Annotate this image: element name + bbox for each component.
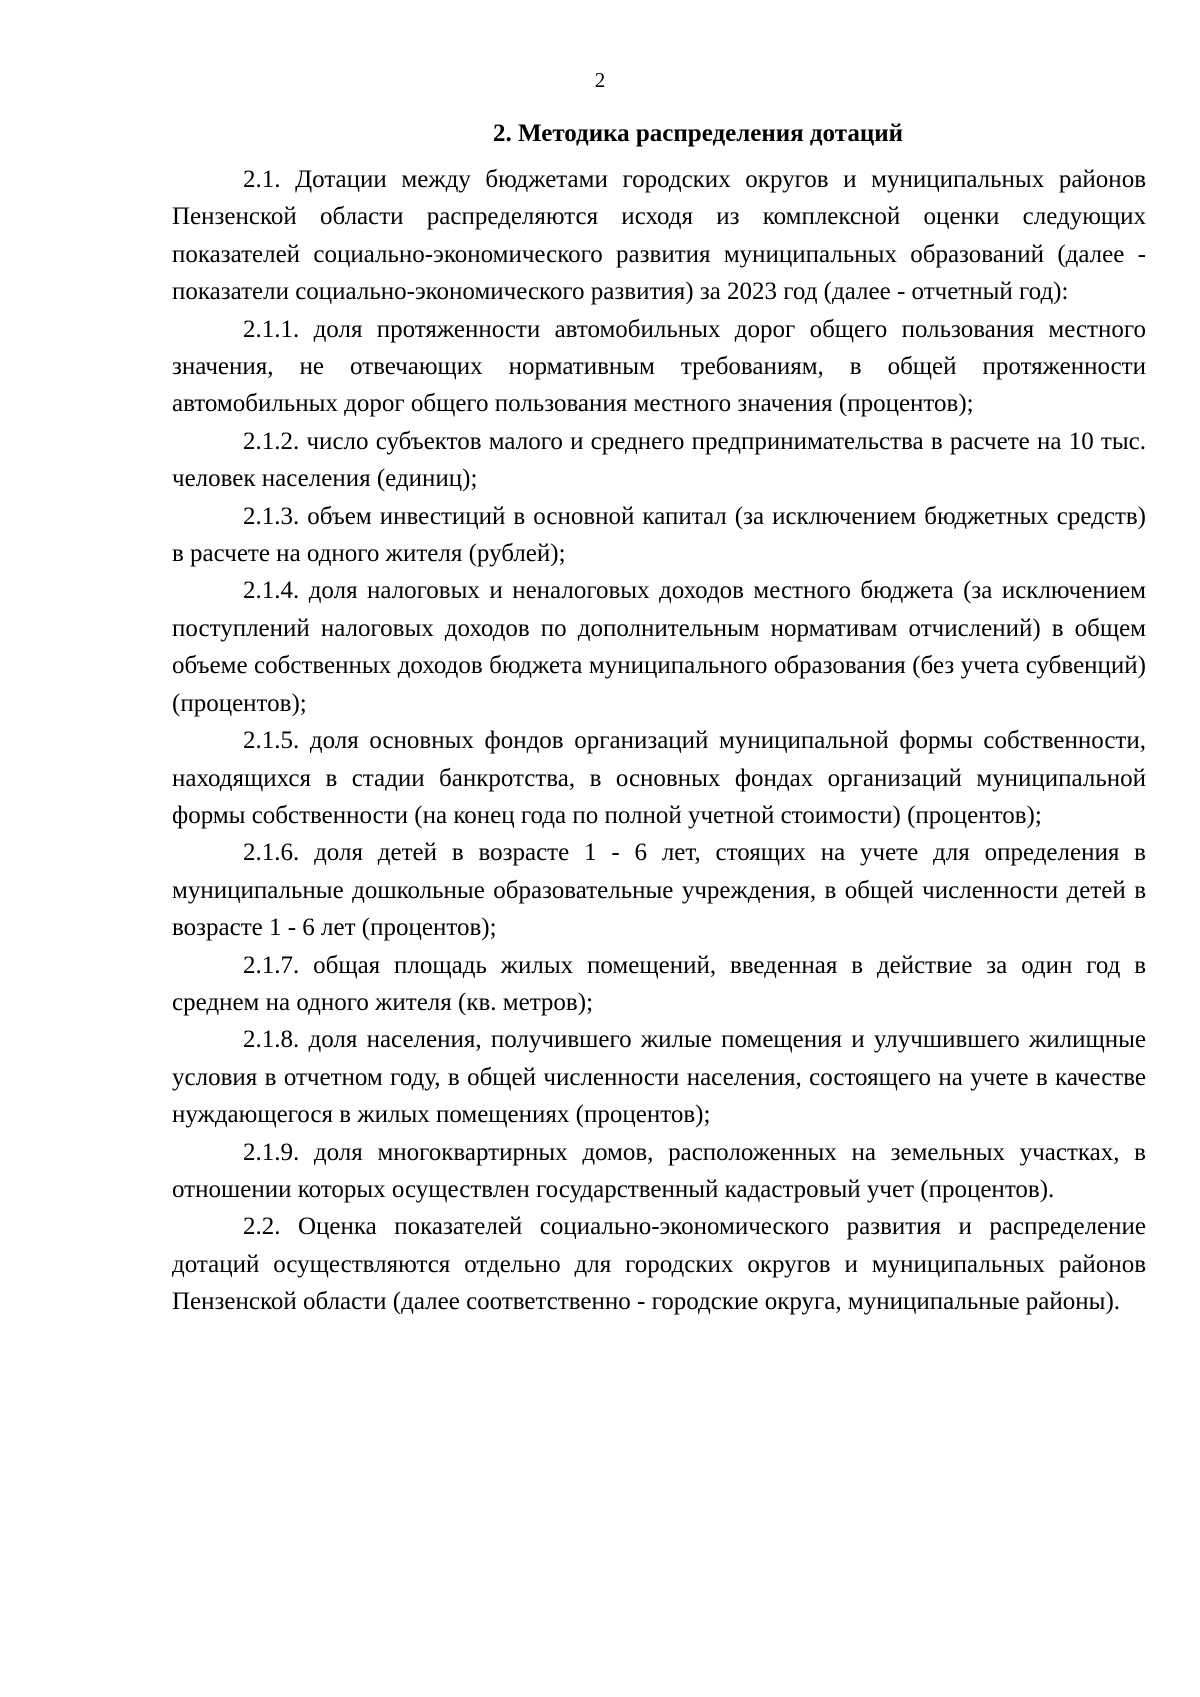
page-number: 2 [594, 68, 606, 92]
page-content [172, 116, 1146, 1321]
section-title: 2. Методика распределения дотаций [492, 120, 904, 147]
paragraph-2-1: 2.1. Дотации между бюджетами городских округов и муниципальных районов Пензенской области распределяются исходя из комплексной оценки следующих показателей социально-экономического развития муниципальных образований (далее - показатели социально-экономического развития) за 2023 год (далее - отчетный год): [172, 166, 1146, 306]
paragraph-2-1-5: 2.1.5. доля основных фондов организаций муниципальной формы собственности, находящихся в стадии банкротства, в основных фондах организаций муниципальной формы собственности (на конец года по полной учетной стоимости) (процентов); [172, 727, 1146, 829]
paragraph-2-1-9: 2.1.9. доля многоквартирных домов, расположенных на земельных участках, в отношении которых осуществлен государственный кадастровый учет (процентов). [172, 1138, 1146, 1203]
paragraph-2-1-2: 2.1.2. число субъектов малого и среднего предпринимательства в расчете на 10 тыс. человек населения (единиц); [172, 427, 1146, 493]
paragraph-2-1-3: 2.1.3. объем инвестиций в основной капитал (за исключением бюджетных средств) в расчете на одного жителя (рублей); [172, 502, 1146, 568]
paragraph-2-2: 2.2. Оценка показателей социально-экономического развития и распределение дотаций осуществляются отдельно для городских округов и муниципальных районов Пензенской области (далее соответственно - городские округа, муниципальные районы). [172, 1213, 1146, 1316]
paragraph-2-1-7: 2.1.7. общая площадь жилых помещений, введенная в действие за один год в среднем на одного жителя (кв. метров); [172, 951, 1146, 1016]
paragraph-2-1-1: 2.1.1. доля протяженности автомобильных дорог общего пользования местного значения, не отвечающих нормативным требованиям, в общей протяженности автомобильных дорог общего пользования местного значения (процентов); [172, 315, 1146, 418]
paragraph-2-1-6: 2.1.6. доля детей в возрасте 1 - 6 лет, стоящих на учете для определения в муниципальные дошкольные образовательные учреждения, в общей численности детей в возрасте 1 - 6 лет (процентов); [172, 839, 1146, 942]
paragraph-2-1-8: 2.1.8. доля населения, получившего жилые помещения и улучшившего жилищные условия в отчетном году, в общей численности населения, состоящего на учете в качестве нуждающегося в жилых помещениях (процентов); [172, 1026, 1146, 1129]
paragraph-2-1-4: 2.1.4. доля налоговых и неналоговых доходов местного бюджета (за исключением поступлений налоговых доходов по дополнительным нормативам отчислений) в общем объеме собственных доходов бюджета муниципального образования (без учета субвенций) (процентов); [172, 577, 1146, 717]
